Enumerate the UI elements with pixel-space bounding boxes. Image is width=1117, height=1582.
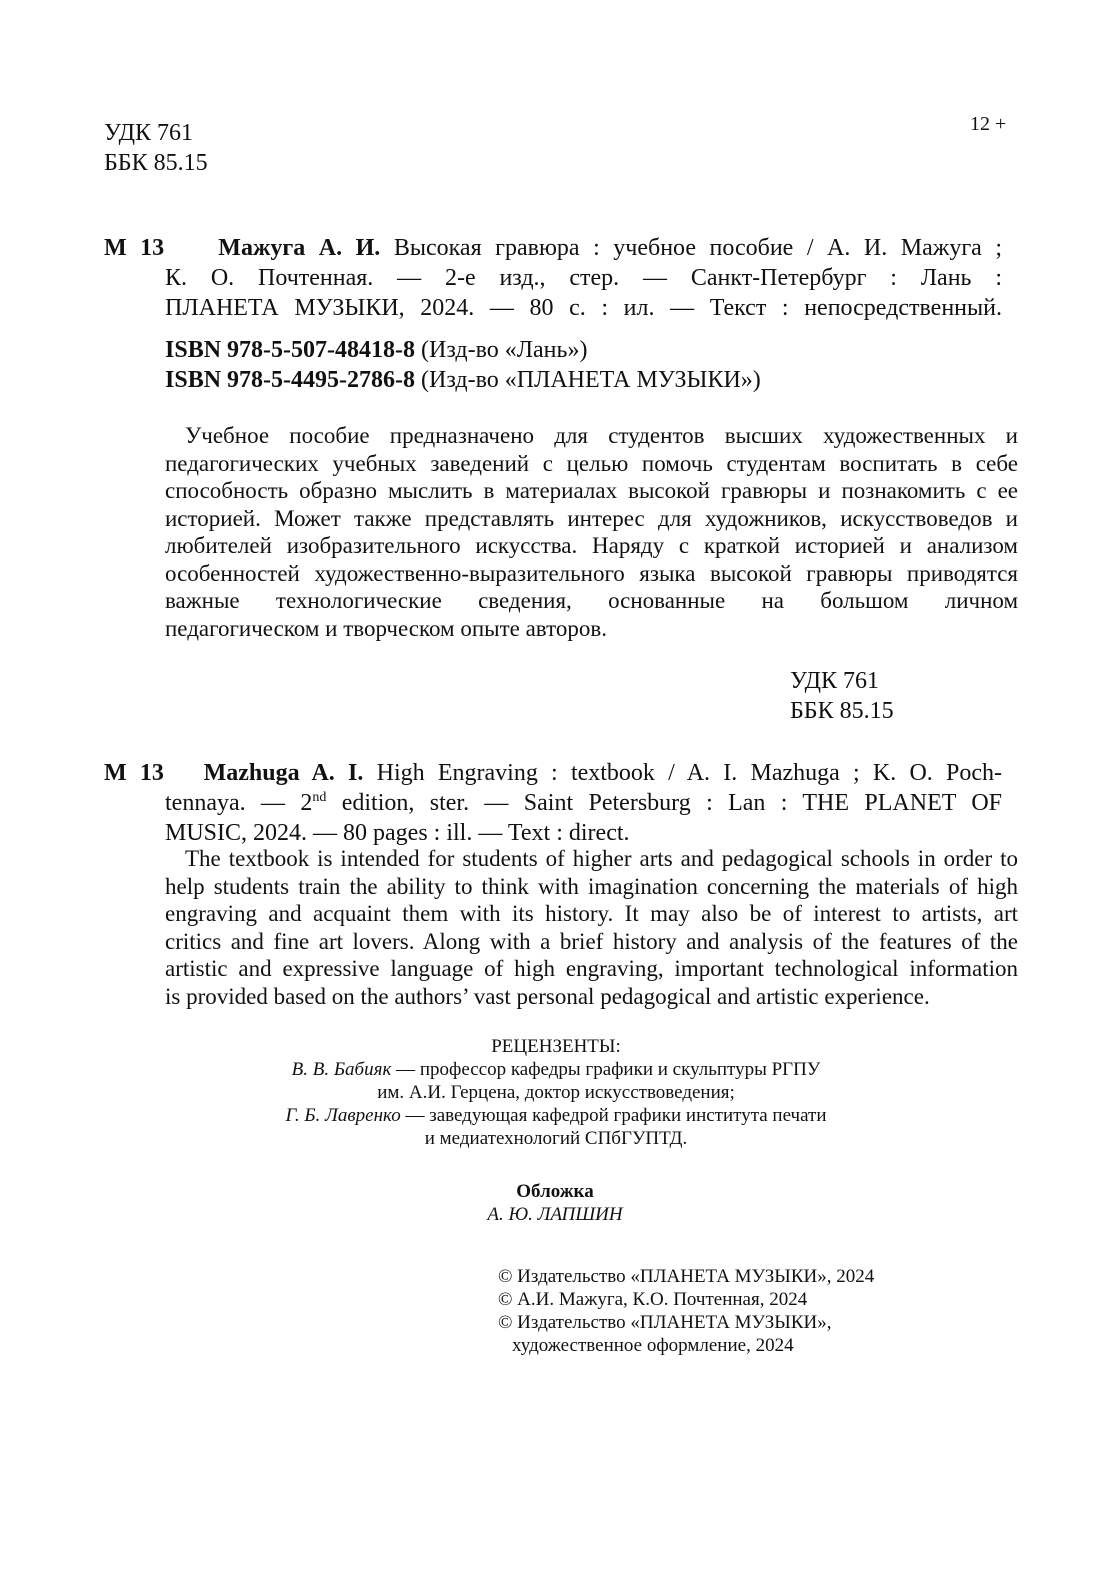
en-abstract-line: critics and fine art lovers. Along with a brief history and analysis of the features of the <box>165 928 1018 954</box>
en-abstract-line: help students train the ability to think with imagination concerning the materials of high <box>165 873 1018 899</box>
reviewer-1-name: В. В. Бабияк <box>291 1059 392 1080</box>
copyright-line: художественное оформление, 2024 <box>512 1335 794 1356</box>
cover-artist: А. Ю. ЛАПШИН <box>487 1204 623 1225</box>
udk-code: УДК 761 <box>104 120 193 146</box>
isbn-lan-publisher: (Изд-во «Лань») <box>421 337 588 363</box>
en-author: Mazhuga A. I. <box>203 760 364 786</box>
ru-record <box>104 233 1002 263</box>
en-abstract-line: engraving and acquaint them with its history. It may also be of interest to artists, art <box>165 901 1018 926</box>
en-record <box>104 758 1002 788</box>
ru-abstract-line: важные технологические сведения, основанные на большом личном <box>165 588 1018 613</box>
ru-record-line-3: ПЛАНЕТА МУЗЫКИ, 2024. — 80 с. : ил. — Текст : непосредственный. <box>165 295 1002 321</box>
ru-bbk: ББК 85.15 <box>790 698 894 724</box>
en-edition-sup: nd <box>312 790 327 805</box>
age-rating: 12 + <box>970 113 1007 135</box>
en-edition-post: edition, ster. — Saint Petersburg : Lan : THE PLANET OF <box>326 790 1003 816</box>
ru-abstract-line: особенностей художественно-выразительного языка высокой гравюры приводятся <box>165 560 1018 586</box>
ru-abstract-line: педагогическом и творческом опыте авторов. <box>165 615 607 641</box>
ru-abstract-line: историей. Может также представлять интерес для художников, искусствоведов и <box>165 505 1018 531</box>
isbn-planeta-number: ISBN 978-5-4495-2786-8 <box>165 367 415 393</box>
ru-udk: УДК 761 <box>790 668 879 694</box>
ru-title: Высокая гравюра : учебное пособие / А. И. Мажуга ; <box>393 235 1003 261</box>
ru-abstract-line: любителей изобразительного искусства. Наряду с краткой историей и анализом <box>165 533 1018 558</box>
reviewer-1-line-2: им. А.И. Герцена, доктор искусствоведения; <box>377 1082 735 1103</box>
reviewer-2-role: — заведующая кафедрой графики института печати <box>400 1105 827 1126</box>
ru-abstract <box>165 422 1018 642</box>
ru-record-line-1 <box>104 233 1002 263</box>
en-record-line-2 <box>165 788 1002 818</box>
ru-abstract-line: способность образно мыслить в материалах высокой гравюры и познакомить с ее <box>165 478 1018 503</box>
en-edition-pre: tennaya. — 2 <box>165 790 313 816</box>
en-record-line-1 <box>104 758 1002 788</box>
ru-classification <box>790 666 894 726</box>
ru-abstract-line: педагогических учебных заведений с целью помочь студентам воспитать в себе <box>165 450 1018 476</box>
ru-code: М 13 <box>104 235 165 261</box>
reviewer-2-name: Г. Б. Лавренко <box>285 1105 401 1126</box>
reviewer-2-line-2: и медиатехнологий СПбГУПТД. <box>424 1128 688 1149</box>
reviewer-2-line-1 <box>200 1104 912 1127</box>
ru-isbn-block <box>165 335 761 395</box>
isbn-planeta-publisher: (Изд-во «ПЛАНЕТА МУЗЫКИ») <box>421 367 761 393</box>
reviewers-heading: РЕЦЕНЗЕНТЫ: <box>491 1036 621 1057</box>
en-code: М 13 <box>104 760 164 786</box>
en-abstract <box>165 845 1018 1010</box>
copyright-block <box>498 1265 874 1357</box>
copyright-line: © Издательство «ПЛАНЕТА МУЗЫКИ», 2024 <box>498 1266 875 1287</box>
ru-author: Мажуга А. И. <box>218 235 381 261</box>
reviewer-1-role: — профессор кафедры графики и скульптуры РГПУ <box>391 1059 821 1080</box>
en-abstract-line: is provided based on the authors’ vast personal pedagogical and artistic experience. <box>165 983 930 1009</box>
cover-credit <box>300 1180 810 1226</box>
en-title: High Engraving : textbook / A. I. Mazhuga ; K. O. Poch- <box>376 760 1003 786</box>
ru-record-cont <box>165 263 1002 323</box>
ru-record-line-2: К. О. Почтенная. — 2-е изд., стер. — Санкт-Петербург : Лань : <box>165 265 1002 291</box>
en-abstract-line: artistic and expressive language of high engraving, important technological information <box>165 956 1018 981</box>
isbn-lan-number: ISBN 978-5-507-48418-8 <box>165 337 415 363</box>
en-record-line-3: MUSIC, 2024. — 80 pages : ill. — Text : direct. <box>165 820 630 846</box>
top-classification <box>104 118 208 178</box>
copyright-line: © Издательство «ПЛАНЕТА МУЗЫКИ», <box>498 1312 832 1333</box>
reviewers <box>200 1035 912 1150</box>
en-abstract-line: The textbook is intended for students of higher arts and pedagogical schools in order to <box>185 846 1018 871</box>
isbn-lan <box>165 335 761 365</box>
en-record-cont <box>165 788 1002 848</box>
reviewer-1-line-1 <box>200 1058 912 1081</box>
cover-heading: Обложка <box>516 1181 594 1202</box>
isbn-planeta <box>165 365 761 395</box>
bbk-code: ББК 85.15 <box>104 150 208 176</box>
copyright-line: © А.И. Мажуга, К.О. Почтенная, 2024 <box>498 1289 808 1310</box>
ru-abstract-line: Учебное пособие предназначено для студентов высших художественных и <box>185 423 1018 448</box>
